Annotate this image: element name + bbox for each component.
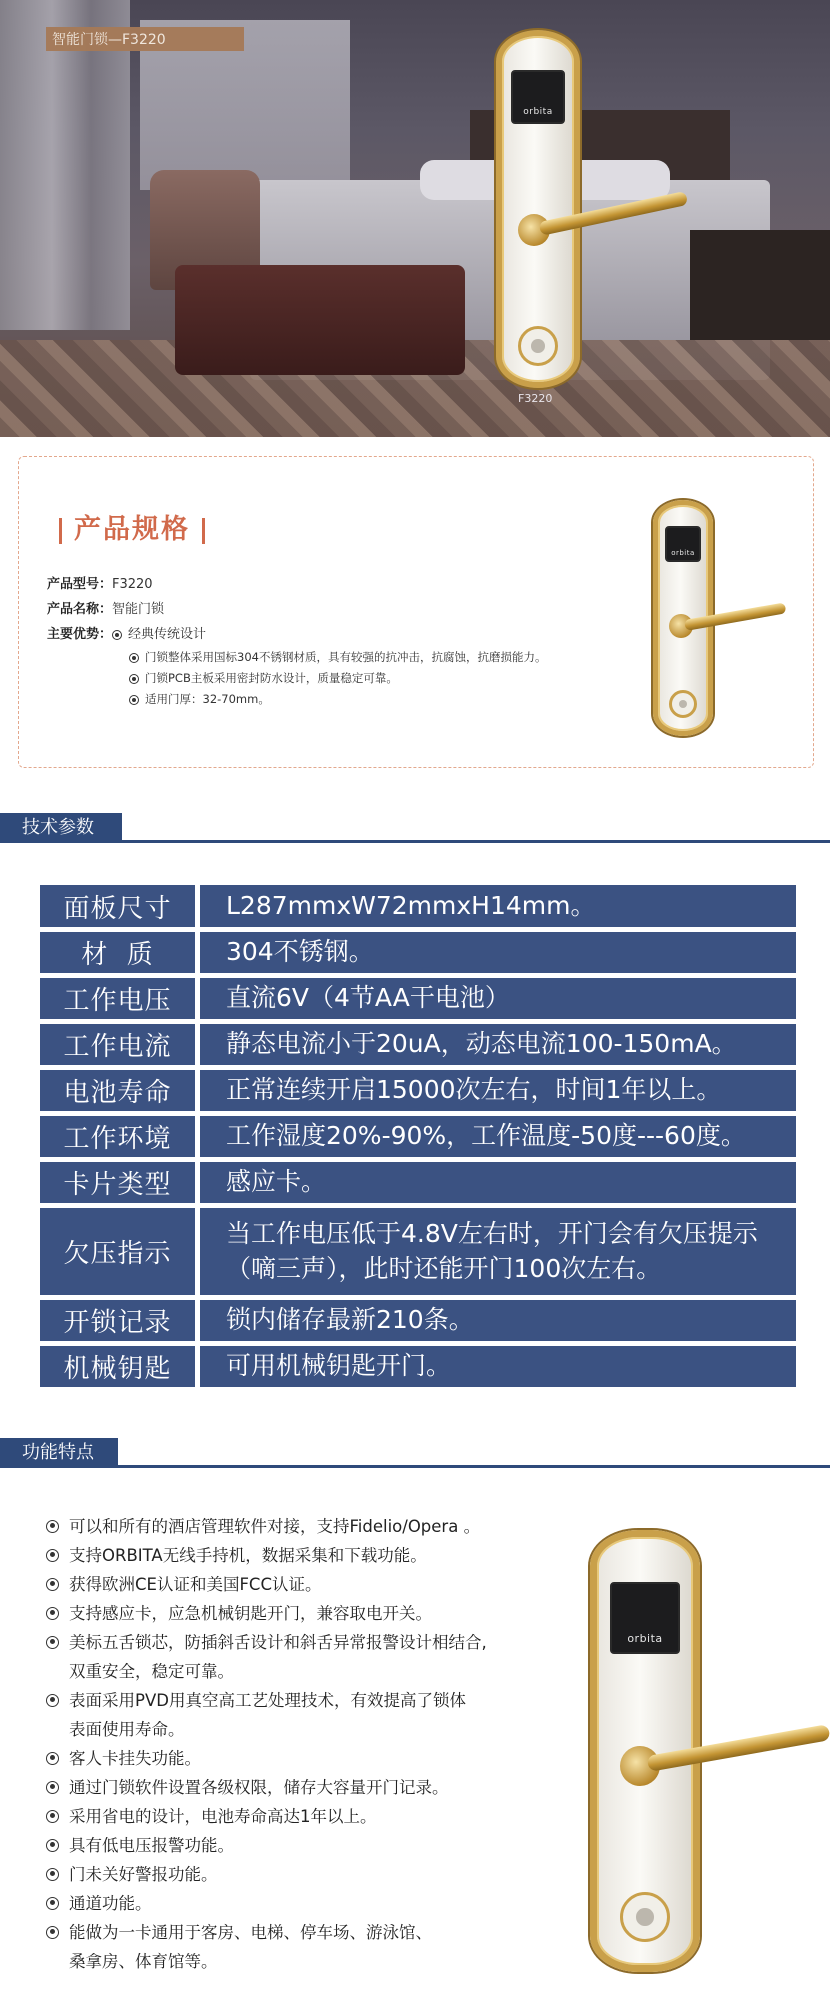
param-label: 卡片类型 [40, 1162, 195, 1203]
advantage-item: 门锁整体采用国标304不锈钢材质，具有较强的抗冲击，抗腐蚀，抗磨损能力。 [129, 649, 546, 665]
spec-heading: 产品规格 [47, 507, 217, 546]
param-label: 工作环境 [40, 1116, 195, 1157]
table-row [40, 1208, 796, 1295]
param-value: 可用机械钥匙开门。 [200, 1346, 796, 1387]
param-label: 欠压指示 [40, 1208, 195, 1295]
bullet-icon [129, 674, 139, 684]
list-item-continuation: 桑拿房、体育馆等。 [69, 1952, 218, 1971]
card-reader [511, 70, 565, 124]
param-value: L287mmxW72mmxH14mm。 [200, 885, 796, 927]
keyhole [518, 326, 558, 366]
bullet-icon [46, 1868, 59, 1881]
bullet-icon [46, 1781, 59, 1794]
bullet-icon [46, 1926, 59, 1939]
bullet-icon [46, 1520, 59, 1533]
bench [175, 265, 465, 375]
param-label: 开锁记录 [40, 1300, 195, 1341]
table-row [40, 885, 796, 927]
list-item: 客人卡挂失功能。 [46, 1744, 201, 1773]
bullet-icon [46, 1897, 59, 1910]
list-item: 门未关好警报功能。 [46, 1860, 218, 1889]
section-divider [0, 1465, 830, 1468]
keyhole [620, 1892, 670, 1942]
list-item: 美标五舌锁芯，防插斜舌设计和斜舌异常报警设计相结合, [46, 1628, 487, 1657]
table-row [40, 1116, 796, 1157]
heading-bar [59, 518, 62, 544]
list-item: 支持感应卡，应急机械钥匙开门，兼容取电开关。 [46, 1599, 432, 1628]
param-value: 当工作电压低于4.8V左右时，开门会有欠压提示（嘀三声），此时还能开门100次左右。 [200, 1208, 796, 1295]
list-item: 通道功能。 [46, 1889, 152, 1918]
table-row [40, 1024, 796, 1065]
hero-title-tag [46, 27, 244, 51]
bullet-icon [112, 630, 122, 640]
list-item-continuation: 双重安全，稳定可靠。 [69, 1662, 234, 1681]
list-item: 采用省电的设计，电池寿命高达1年以上。 [46, 1802, 377, 1831]
nightstand [690, 230, 830, 340]
list-item-continuation: 表面使用寿命。 [69, 1720, 185, 1739]
door-lock-image [653, 500, 713, 736]
advantage-item: 适用门厚：32-70mm。 [129, 691, 270, 707]
spec-row-advantages: 主要优势： 经典传统设计 [47, 627, 207, 642]
param-label: 机械钥匙 [40, 1346, 195, 1387]
param-value: 304不锈钢。 [200, 932, 796, 973]
spec-box [18, 456, 814, 768]
param-label: 面板尺寸 [40, 885, 195, 927]
list-item: 可以和所有的酒店管理软件对接，支持Fidelio/Opera 。 [46, 1512, 480, 1541]
spec-row-name: 产品名称：智能门锁 [47, 602, 165, 617]
bullet-icon [46, 1607, 59, 1620]
section-tab: 技术参数 [0, 813, 122, 843]
table-row [40, 1070, 796, 1111]
table-row [40, 1346, 796, 1387]
card-reader [665, 526, 701, 562]
list-item: 通过门锁软件设置各级权限，储存大容量开门记录。 [46, 1773, 449, 1802]
list-item: 表面采用PVD用真空高工艺处理技术，有效提高了锁体 [46, 1686, 466, 1715]
bullet-icon [129, 653, 139, 663]
param-value: 锁内储存最新210条。 [200, 1300, 796, 1341]
brand-logo: orbita [627, 1632, 663, 1646]
param-value: 感应卡。 [200, 1162, 796, 1203]
param-label: 工作电流 [40, 1024, 195, 1065]
param-value: 正常连续开启15000次左右，时间1年以上。 [200, 1070, 796, 1111]
param-label: 工作电压 [40, 978, 195, 1019]
bullet-icon [46, 1752, 59, 1765]
table-row [40, 978, 796, 1019]
bullet-icon [46, 1578, 59, 1591]
table-row [40, 932, 796, 973]
bullet-icon [46, 1839, 59, 1852]
section-divider [0, 840, 830, 843]
param-value: 直流6V（4节AA干电池） [200, 978, 796, 1019]
bullet-icon [46, 1636, 59, 1649]
brand-logo: orbita [523, 107, 553, 117]
section-header-features [0, 1438, 830, 1468]
table-row [40, 1162, 796, 1203]
table-row [40, 1300, 796, 1341]
card-reader [610, 1582, 680, 1654]
list-item: 具有低电压报警功能。 [46, 1831, 234, 1860]
door-lock-image [496, 30, 580, 388]
bullet-icon [46, 1549, 59, 1562]
bullet-icon [46, 1694, 59, 1707]
door-lock-image [590, 1530, 700, 1972]
hero-banner [0, 0, 830, 437]
bullet-icon [129, 695, 139, 705]
spec-row-model: 产品型号：F3220 [47, 577, 153, 592]
bullet-icon [46, 1810, 59, 1823]
list-item: 支持ORBITA无线手持机，数据采集和下载功能。 [46, 1541, 427, 1570]
param-value: 静态电流小于20uA，动态电流100-150mA。 [200, 1024, 796, 1065]
list-item: 获得欧洲CE认证和美国FCC认证。 [46, 1570, 321, 1599]
heading-bar [202, 518, 205, 544]
brand-logo: orbita [671, 548, 695, 557]
section-tab: 功能特点 [0, 1438, 118, 1468]
list-item: 能做为一卡通用于客房、电梯、停车场、游泳馆、 [46, 1918, 432, 1947]
param-label: 电池寿命 [40, 1070, 195, 1111]
hero-title: 智能门锁—F3220 [52, 32, 166, 48]
advantage-item: 门锁PCB主板采用密封防水设计，质量稳定可靠。 [129, 670, 398, 686]
param-value: 工作湿度20%-90%，工作温度-50度---60度。 [200, 1116, 796, 1157]
param-label: 材 质 [40, 932, 195, 973]
model-caption: F3220 [518, 392, 553, 405]
keyhole [669, 690, 697, 718]
section-header-tech [0, 813, 830, 843]
